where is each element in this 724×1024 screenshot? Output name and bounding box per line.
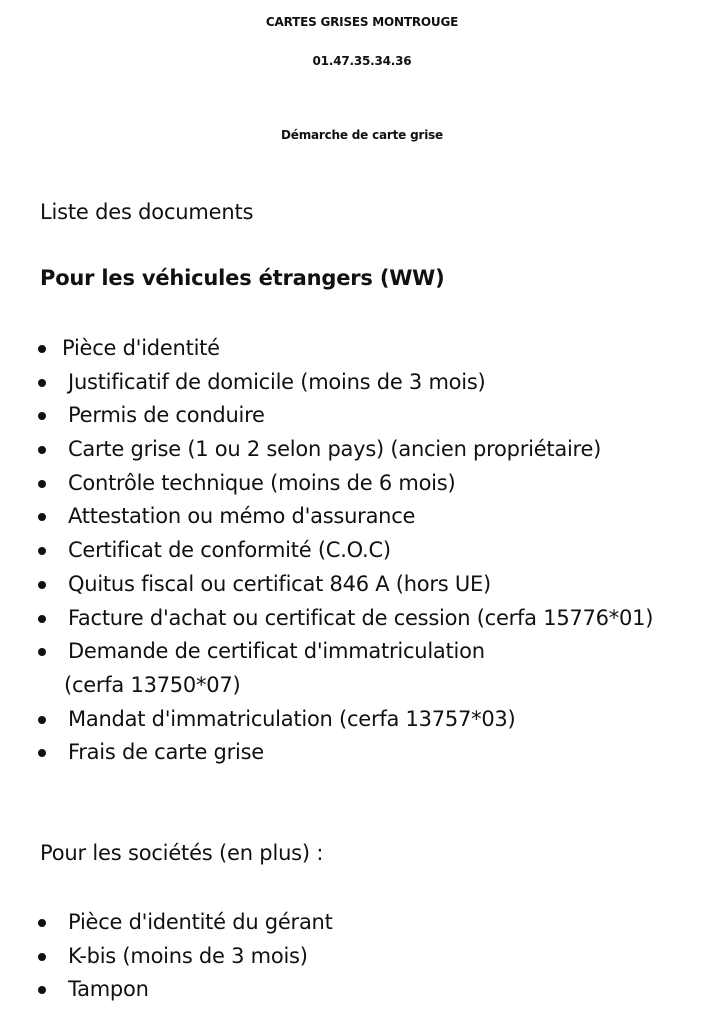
bullet-icon xyxy=(38,615,46,623)
bullet-icon xyxy=(38,480,46,488)
bullet-icon xyxy=(38,919,46,927)
list-item-label: Carte grise (1 ou 2 selon pays) (ancien propriétaire) xyxy=(68,437,602,462)
list-item-label: Quitus fiscal ou certificat 846 A (hors UE) xyxy=(68,571,491,596)
bullet-icon xyxy=(38,648,46,656)
list-item-label: Pièce d'identité xyxy=(62,336,220,360)
bullet-icon xyxy=(38,379,46,387)
bullet-icon xyxy=(38,345,46,353)
list-item-label: Facture d'achat ou certificat de cession (cerfa 15776*01) xyxy=(68,605,654,630)
list-item-label: Mandat d'immatriculation (cerfa 13757*03) xyxy=(68,706,516,731)
bullet-icon xyxy=(38,953,46,961)
phone-number: 01.47.35.34.36 xyxy=(312,54,412,68)
list-item-label: Attestation ou mémo d'assurance xyxy=(68,504,416,529)
list-item-label: Frais de carte grise xyxy=(68,740,264,765)
bullet-icon xyxy=(38,749,46,757)
company-name: CARTES GRISES MONTROUGE xyxy=(265,15,459,29)
list-item-label: K-bis (moins de 3 mois) xyxy=(68,943,308,968)
list-item-label: Certificat de conformité (C.O.C) xyxy=(68,538,391,563)
bullet-icon xyxy=(38,412,46,420)
bullet-icon xyxy=(38,986,46,994)
list-item-label: Permis de conduire xyxy=(68,403,265,428)
bullet-icon xyxy=(38,446,46,454)
intro-text: Liste des documents xyxy=(40,200,254,224)
bullet-icon xyxy=(38,581,46,589)
list-item-continuation: (cerfa 13750*07) xyxy=(64,672,241,697)
bullet-icon xyxy=(38,513,46,521)
list-item-label: Tampon xyxy=(68,977,149,1002)
companies-heading: Pour les sociétés (en plus) : xyxy=(40,841,324,865)
list-item-label: Demande de certificat d'immatriculation xyxy=(68,639,485,664)
document-title: Démarche de carte grise xyxy=(281,128,443,142)
foreign-vehicles-heading: Pour les véhicules étrangers (WW) xyxy=(40,266,445,290)
list-item-label: Justificatif de domicile (moins de 3 mois) xyxy=(68,369,486,394)
list-item-label: Pièce d'identité du gérant xyxy=(68,910,333,934)
bullet-icon xyxy=(38,716,46,724)
list-item-label: Contrôle technique (moins de 6 mois) xyxy=(68,470,456,495)
bullet-icon xyxy=(38,547,46,555)
